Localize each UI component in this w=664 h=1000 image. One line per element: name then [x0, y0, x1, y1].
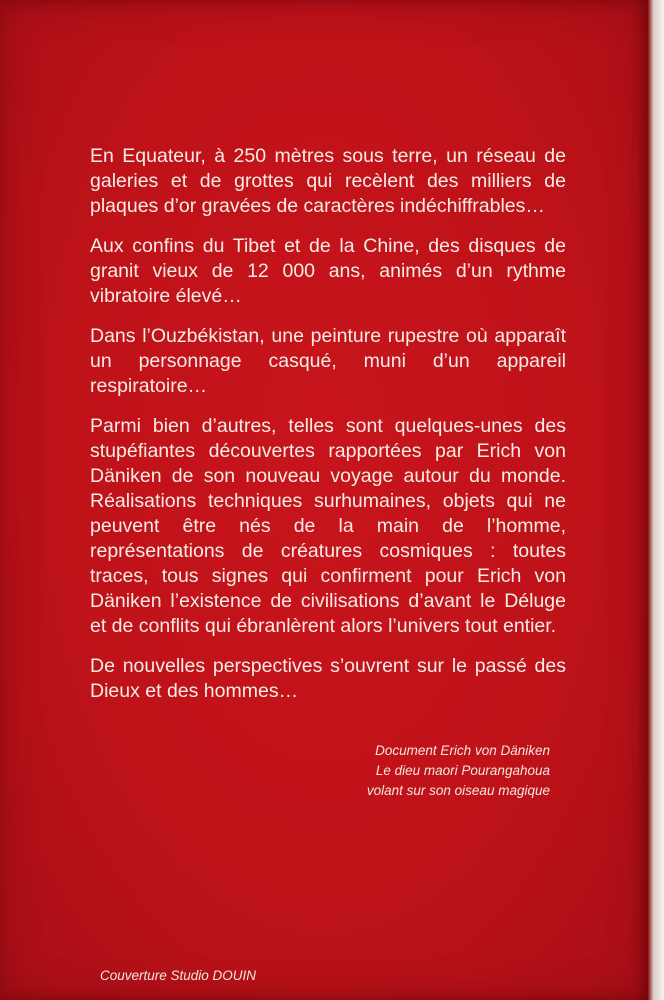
image-credit [367, 741, 550, 801]
paragraph-ecuador: En Equateur, à 250 mètres sous terre, un réseau de galeries et de grottes qui recèlent des milliers de plaques d’or gravées de caractères indéchiffrables… [90, 145, 566, 217]
cover-designer-credit: Couverture Studio DOUIN [100, 968, 257, 983]
image-credit-line-3: volant sur son oiseau magique [366, 783, 550, 798]
image-credit-line-1: Document Erich von Däniken [375, 743, 550, 758]
image-credit-line-2: Le dieu maori Pourangahoua [375, 763, 550, 778]
blurb [90, 144, 566, 719]
page-edge [648, 0, 664, 1000]
paragraph-uzbekistan: Dans l’Ouzbékistan, une peinture rupestre où apparaît un personnage casqué, muni d’un appareil respiratoire… [90, 325, 566, 397]
paragraph-discoveries: Parmi bien d’autres, telles sont quelques-unes des stupéfiantes découvertes rapportées par Erich von Däniken de son nouveau voyage autour du monde. Réalisations techniques surhumaines, objets qui ne peuvent être nés de la main de l’homme, représentations de créatures cosmiques : toutes traces, tous signes qui confirment pour Erich von Däniken l’existence de civilisations d’avant le Déluge et de conflits qui ébranlèrent alors l’univers tout entier. [90, 415, 566, 637]
paragraph-perspectives: De nouvelles perspectives s’ouvrent sur le passé des Dieux et des hommes… [90, 655, 566, 702]
paragraph-tibet: Aux confins du Tibet et de la Chine, des disques de granit vieux de 12 000 ans, animés d’un rythme vibratoire élevé… [90, 235, 566, 307]
